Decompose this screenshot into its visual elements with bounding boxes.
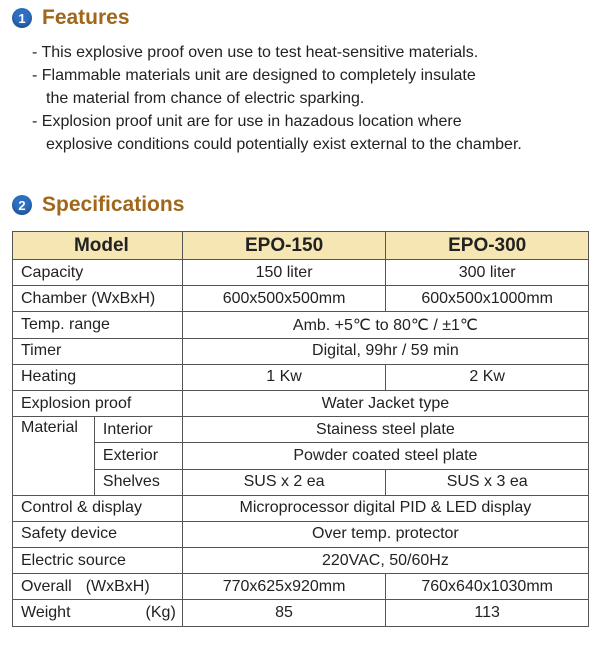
table-row — [13, 521, 589, 547]
cell-value: Digital, 99hr / 59 min — [182, 338, 588, 364]
row-label-text: Overall — [21, 577, 72, 595]
cell-value: 770x625x920mm — [182, 574, 386, 600]
row-label-unit: (Kg) — [145, 604, 176, 622]
row-sublabel: Exterior — [94, 443, 182, 469]
feature-line: - Flammable materials unit are designed to completely insulate — [32, 67, 476, 84]
table-row — [13, 574, 589, 600]
specifications-heading — [12, 193, 184, 217]
table-row — [13, 548, 589, 574]
cell-value: 600x500x500mm — [182, 286, 386, 312]
table-row — [13, 312, 589, 338]
row-label: Capacity — [13, 260, 183, 286]
table-row — [13, 417, 589, 443]
row-label: Safety device — [13, 521, 183, 547]
cell-value: SUS x 2 ea — [182, 469, 386, 495]
cell-value: 1 Kw — [182, 364, 386, 390]
feature-line: - Explosion proof unit are for use in hazadous location where — [32, 113, 462, 130]
row-label: Temp. range — [13, 312, 183, 338]
cell-value: 600x500x1000mm — [386, 286, 589, 312]
header-cell: EPO-150 — [182, 232, 386, 260]
row-label: Timer — [13, 338, 183, 364]
row-label — [13, 600, 183, 626]
cell-value: 300 liter — [386, 260, 589, 286]
specifications-table — [12, 231, 589, 627]
header-cell: Model — [13, 232, 183, 260]
cell-value: 150 liter — [182, 260, 386, 286]
cell-value: 2 Kw — [386, 364, 589, 390]
table-row — [13, 469, 589, 495]
row-label — [13, 574, 183, 600]
cell-value: Over temp. protector — [182, 521, 588, 547]
row-sublabel: Shelves — [94, 469, 182, 495]
cell-value: Amb. +5℃ to 80℃ / ±1℃ — [182, 312, 588, 338]
features-heading — [12, 6, 130, 30]
table-header-row — [13, 232, 589, 260]
cell-value: 220VAC, 50/60Hz — [182, 548, 588, 574]
cell-value: Stainess steel plate — [182, 417, 588, 443]
table-row — [13, 286, 589, 312]
cell-value: 85 — [182, 600, 386, 626]
feature-line: the material from chance of electric sparking. — [46, 90, 365, 107]
row-label-unit: (WxBxH) — [85, 577, 150, 595]
header-cell: EPO-300 — [386, 232, 589, 260]
row-label-material: Material — [13, 417, 95, 496]
specifications-title: Specifications — [42, 193, 185, 216]
row-sublabel: Interior — [94, 417, 182, 443]
row-label: Electric source — [13, 548, 183, 574]
feature-line: explosive conditions could potentially exist external to the chamber. — [46, 136, 522, 153]
row-label: Explosion proof — [13, 390, 183, 416]
section-number-badge: 1 — [12, 8, 32, 28]
feature-line: - This explosive proof oven use to test heat-sensitive materials. — [32, 44, 479, 61]
row-label: Heating — [13, 364, 183, 390]
cell-value: 760x640x1030mm — [386, 574, 589, 600]
row-label-text: Weight — [21, 604, 71, 622]
features-title: Features — [42, 6, 130, 29]
table-row — [13, 495, 589, 521]
table-row — [13, 364, 589, 390]
section-number-badge: 2 — [12, 195, 32, 215]
row-label: Control & display — [13, 495, 183, 521]
table-row — [13, 390, 589, 416]
table-row — [13, 338, 589, 364]
cell-value: Water Jacket type — [182, 390, 588, 416]
row-label: Chamber (WxBxH) — [13, 286, 183, 312]
cell-value: Powder coated steel plate — [182, 443, 588, 469]
cell-value: Microprocessor digital PID & LED display — [182, 495, 588, 521]
cell-value: SUS x 3 ea — [386, 469, 589, 495]
table-row — [13, 260, 589, 286]
features-list — [32, 41, 522, 156]
table-row — [13, 600, 589, 626]
table-row — [13, 443, 589, 469]
cell-value: 113 — [386, 600, 589, 626]
